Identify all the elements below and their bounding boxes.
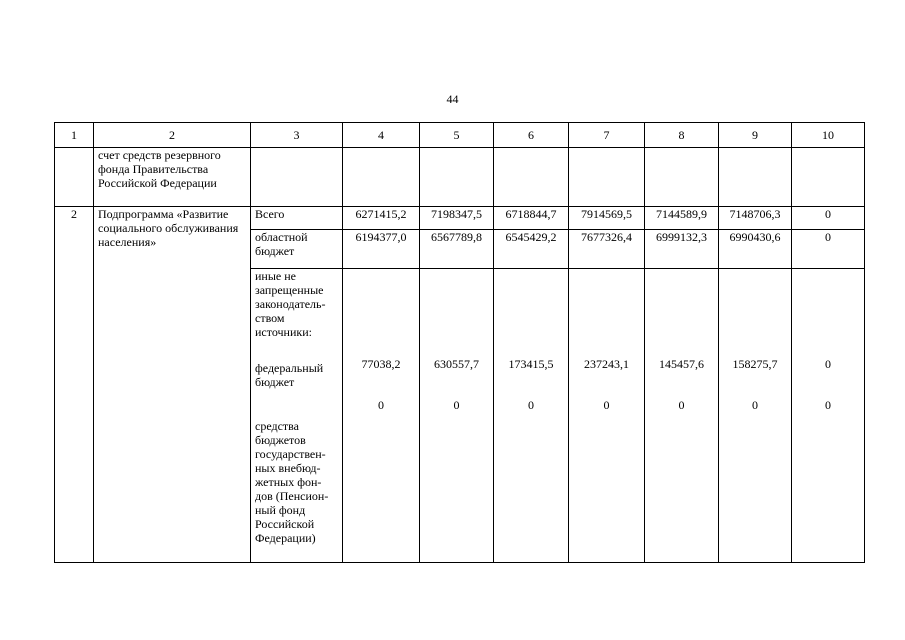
value-column: [645, 269, 719, 563]
value-column: [494, 269, 569, 563]
column-header: 3: [251, 123, 343, 148]
value-cell: 7144589,9: [645, 207, 719, 230]
column-header: 5: [420, 123, 494, 148]
column-header: 2: [94, 123, 251, 148]
extrabudget-value: 0: [825, 398, 831, 412]
extrabudget-value: 0: [378, 398, 384, 412]
extrabudget-value: 0: [528, 398, 534, 412]
row-label: областной бюджет: [251, 230, 343, 269]
value-cell: 6718844,7: [494, 207, 569, 230]
value-column: [569, 269, 645, 563]
value-cell: 6990430,6: [719, 230, 792, 269]
column-header: 7: [569, 123, 645, 148]
value-cell: 7677326,4: [569, 230, 645, 269]
table-cell: [792, 148, 865, 207]
extrabudget-value: 0: [603, 398, 610, 412]
value-cell: 7914569,5: [569, 207, 645, 230]
table-cell: [343, 148, 420, 207]
extrabudget-value: 0: [752, 398, 758, 412]
value-column: [792, 269, 865, 563]
table-header-row: [55, 123, 865, 148]
total-row: [55, 207, 865, 230]
value-cell: 7198347,5: [420, 207, 494, 230]
federal-value: 77038,2: [361, 357, 401, 371]
other-sources-label-cell: [251, 269, 343, 563]
table-cell: [420, 148, 494, 207]
federal-value: 0: [825, 357, 831, 371]
value-cell: 6194377,0: [343, 230, 420, 269]
table-cell: [251, 148, 343, 207]
table-cell: [55, 148, 94, 207]
federal-value: 158275,7: [732, 357, 778, 371]
table-cell: [719, 148, 792, 207]
table-cell: [569, 148, 645, 207]
extrabudget-value: 0: [678, 398, 685, 412]
value-column: [719, 269, 792, 563]
federal-value: 237243,1: [584, 357, 629, 371]
federal-budget-label: федеральный бюджет: [255, 361, 324, 389]
column-header: 10: [792, 123, 865, 148]
continuation-row: [55, 148, 865, 207]
column-header: 4: [343, 123, 420, 148]
value-cell: 0: [792, 207, 865, 230]
value-cell: 0: [792, 230, 865, 269]
subprogram-name: Подпрограмма «Развитие социального обслуживания населения»: [94, 207, 251, 563]
value-cell: 6567789,8: [420, 230, 494, 269]
page-number: 44: [446, 92, 459, 106]
value-cell: 6271415,2: [343, 207, 420, 230]
federal-value: 173415,5: [508, 357, 554, 371]
value-column: [420, 269, 494, 563]
extrabudget-funds-label: средства бюджетов государствен-ных внебюд-жетных фон-дов (Пенсион-ный фонд Российской Федерации): [255, 419, 329, 545]
column-header: 8: [645, 123, 719, 148]
federal-value: 145457,6: [659, 357, 704, 371]
federal-value: 630557,7: [434, 357, 479, 371]
column-header: 6: [494, 123, 569, 148]
other-sources-label: иные не запрещенные законодатель-ством источники:: [255, 269, 326, 339]
value-cell: 6545429,2: [494, 230, 569, 269]
column-header: 1: [55, 123, 94, 148]
table-cell: [494, 148, 569, 207]
column-header: 9: [719, 123, 792, 148]
value-column: [343, 269, 420, 563]
row-label: Всего: [251, 207, 343, 230]
subprogram-index: 2: [55, 207, 94, 563]
budget-table: [54, 122, 865, 563]
extrabudget-value: 0: [453, 398, 460, 412]
continuation-text: счет средств резервного фонда Правительства Российской Федерации: [94, 148, 251, 207]
table-cell: [645, 148, 719, 207]
value-cell: 6999132,3: [645, 230, 719, 269]
value-cell: 7148706,3: [719, 207, 792, 230]
